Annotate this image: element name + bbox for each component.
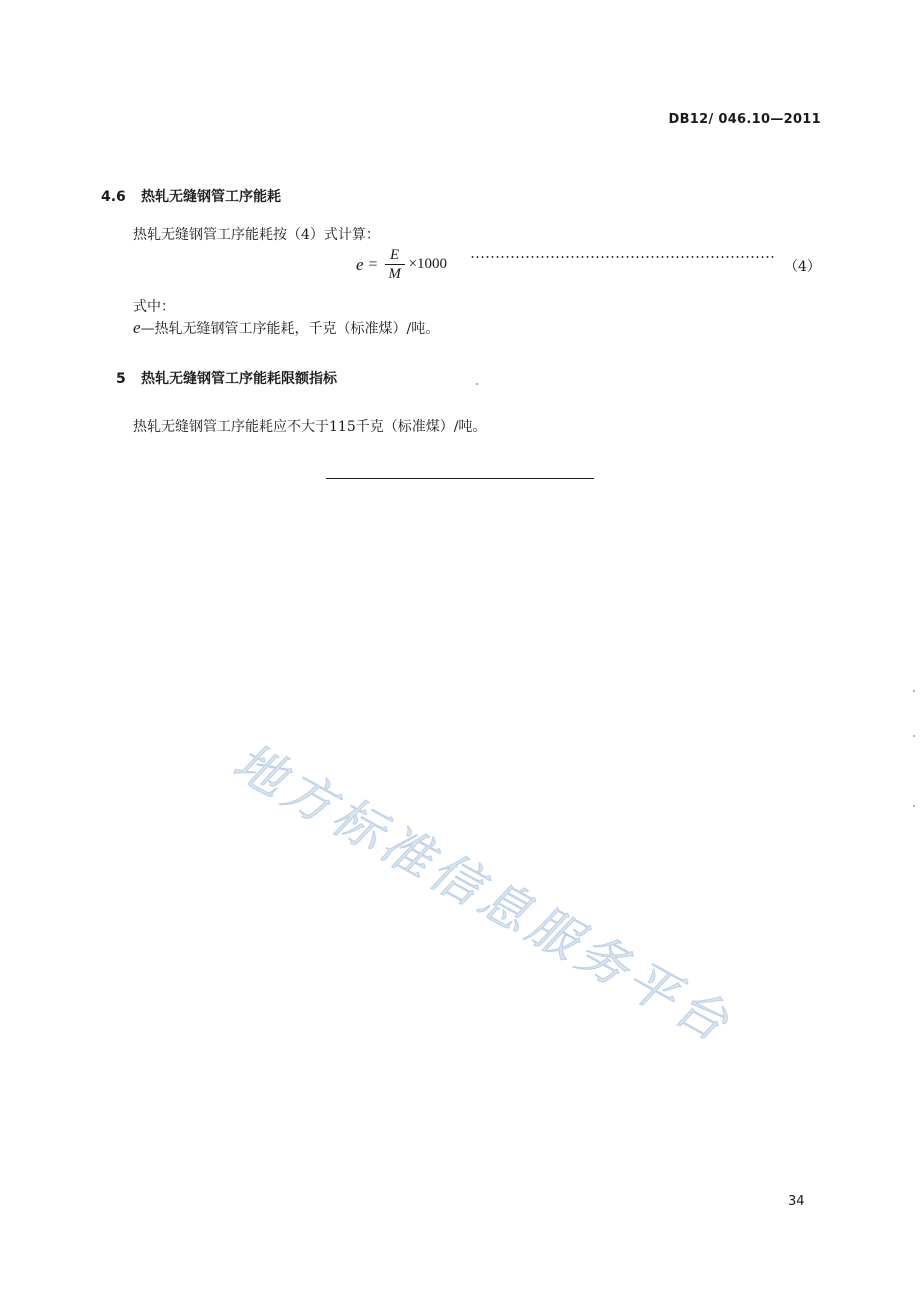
- formula-denominator: M: [388, 266, 401, 282]
- limit-statement: 热轧无缝钢管工序能耗应不大于115千克（标准煤）/吨。: [133, 419, 487, 435]
- section-number: 5: [116, 371, 126, 387]
- formula-numerator: E: [389, 247, 400, 263]
- definition-text: —热轧无缝钢管工序能耗，千克（标准煤）/吨。: [140, 321, 440, 337]
- section-number: 4.6: [101, 189, 126, 205]
- energy-formula: [356, 246, 447, 283]
- formula-multiplier: ×1000: [408, 256, 448, 272]
- definition-symbol: e: [133, 318, 141, 337]
- section-title: 热轧无缝钢管工序能耗限额指标: [141, 371, 337, 387]
- watermark: 地方标准信息服务平台: [224, 732, 743, 1055]
- formula-fraction: [385, 246, 405, 283]
- standard-code: DB12/ 046.10—2011: [668, 112, 821, 127]
- scan-speck: [913, 805, 915, 807]
- scan-speck: [913, 735, 915, 737]
- scan-speck: [476, 383, 478, 385]
- dot-leader: [470, 256, 776, 258]
- section-5-heading: [116, 368, 337, 388]
- page-number: 34: [788, 1194, 805, 1209]
- formula-equals: =: [368, 255, 378, 273]
- equation-number: （4）: [784, 259, 821, 275]
- formula-lhs: e: [356, 254, 364, 274]
- variable-definition: [133, 318, 439, 338]
- section-title: 热轧无缝钢管工序能耗: [141, 189, 281, 205]
- scan-speck: [913, 690, 915, 692]
- end-of-document-rule: [326, 478, 594, 479]
- formula-intro: 热轧无缝钢管工序能耗按（4）式计算：: [133, 227, 380, 243]
- where-label: 式中：: [133, 299, 175, 315]
- section-4-6-heading: [101, 186, 281, 206]
